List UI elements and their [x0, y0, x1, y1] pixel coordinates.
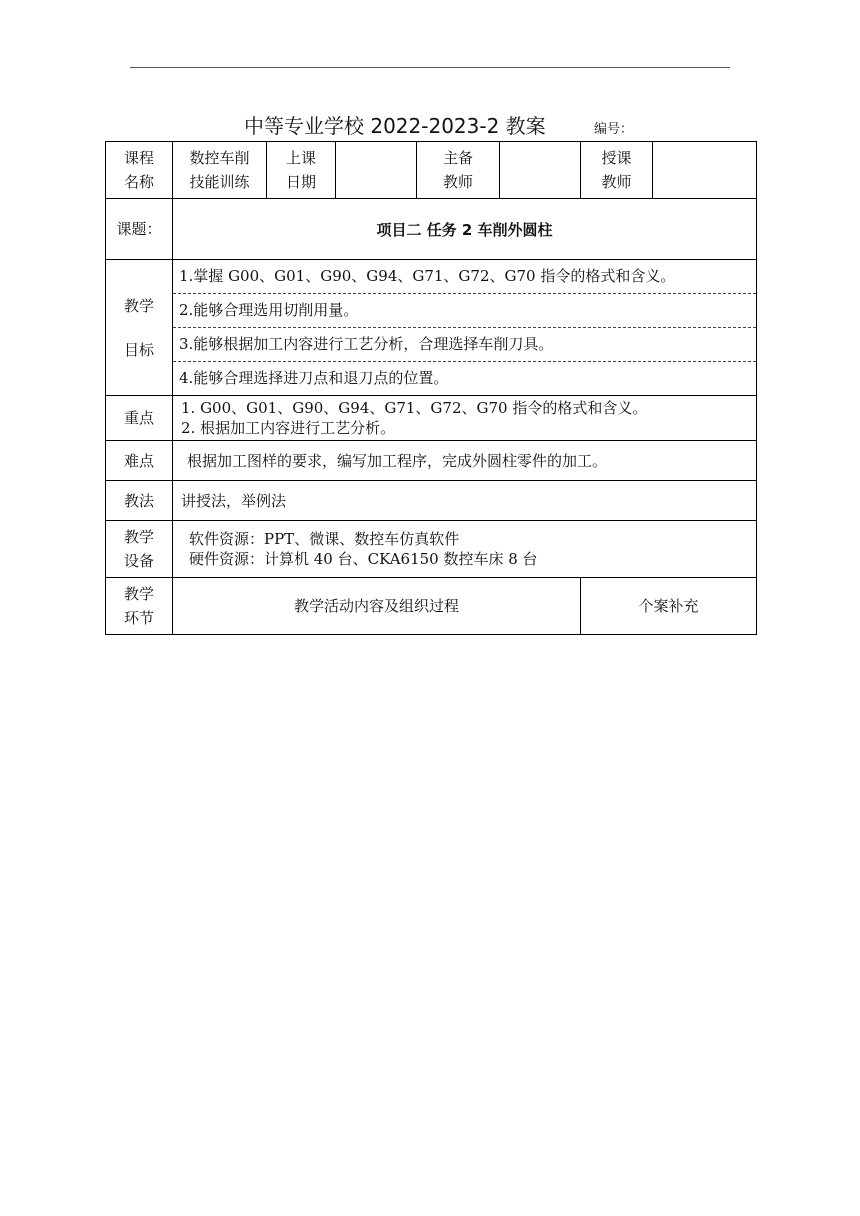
difficulty-label: 难点	[106, 441, 173, 481]
activity-content-header: 教学活动内容及组织过程	[173, 578, 581, 635]
goal-item: 1.掌握 G00、G01、G90、G94、G71、G72、G70 指令的格式和含义。	[179, 267, 676, 285]
lesson-plan-table	[105, 141, 757, 635]
process-row	[106, 578, 757, 635]
key-points-row	[106, 396, 757, 441]
title-row	[0, 108, 860, 142]
lead-teacher-value	[500, 142, 581, 199]
lead-teacher-label: 主备 教师	[417, 142, 500, 199]
process-label: 教学 环节	[106, 578, 173, 635]
difficulty-row	[106, 441, 757, 481]
equipment-item: 硬件资源：计算机 40 台、CKA6150 数控车床 8 台	[189, 550, 538, 568]
topic-label: 课题：	[106, 199, 173, 260]
case-supplement-header: 个案补充	[581, 578, 757, 635]
key-points-label: 重点	[106, 396, 173, 441]
class-date-label: 上课 日期	[267, 142, 336, 199]
equipment-item: 软件资源：PPT、微课、数控车仿真软件	[189, 530, 460, 548]
key-points-list	[173, 396, 757, 441]
method-label: 教法	[106, 481, 173, 521]
key-point-item: 2. 根据加工内容进行工艺分析。	[181, 419, 396, 437]
course-name-value: 数控车削 技能训练	[173, 142, 267, 199]
method-row	[106, 481, 757, 521]
equipment-list	[173, 521, 757, 578]
header-rule	[130, 67, 730, 68]
difficulty-value: 根据加工图样的要求，编写加工程序，完成外圆柱零件的加工。	[173, 441, 757, 481]
goal-item: 4.能够合理选择进刀点和退刀点的位置。	[173, 361, 756, 395]
code-label: 编号：	[594, 122, 634, 137]
class-date-value	[336, 142, 417, 199]
document-title: 中等专业学校 2022-2023-2 教案	[244, 114, 546, 138]
instructor-label: 授课 教师	[581, 142, 653, 199]
topic-row	[106, 199, 757, 260]
goal-item: 2.能够合理选用切削用量。	[173, 293, 756, 327]
course-name-label: 课程 名称	[106, 142, 173, 199]
topic-value: 项目二 任务 2 车削外圆柱	[173, 199, 757, 260]
method-value: 讲授法，举例法	[173, 481, 757, 521]
goal-item: 3.能够根据加工内容进行工艺分析，合理选择车削刀具。	[173, 327, 756, 361]
instructor-value	[653, 142, 757, 199]
course-info-row	[106, 142, 757, 199]
goals-list	[173, 260, 757, 396]
equipment-row	[106, 521, 757, 578]
equipment-label: 教学 设备	[106, 521, 173, 578]
key-point-item: 1. G00、G01、G90、G94、G71、G72、G70 指令的格式和含义。	[181, 399, 648, 417]
goals-label: 教学 目标	[106, 260, 173, 396]
goals-row	[106, 260, 757, 396]
